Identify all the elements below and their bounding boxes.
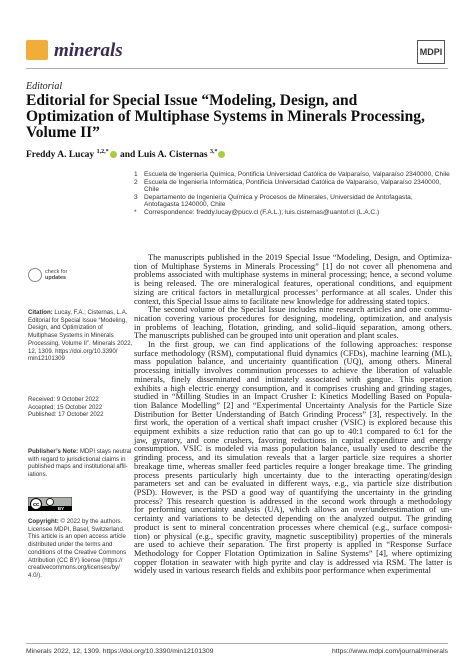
affiliation-number: 2	[134, 178, 138, 186]
copyright-line: Copyright: © 2022 by the authors.	[28, 518, 123, 525]
body-line: tion) or physical (e.g., specific gravity, magnetic susceptibility) properties of the minerals	[134, 531, 452, 541]
body-line: is being released. The ore mineralogical features, operational conditions, and equipment	[134, 279, 452, 289]
body-line: processing initially involves comminution processes to achieve the liberation of valuable	[134, 366, 452, 376]
citation-line: Multiphase Systems in Minerals	[28, 332, 114, 340]
body-line: surface methodology (RSM), computational fluid dynamics (CFDs), machine learning (ML),	[134, 348, 452, 358]
body-line: tion of Multiphase Systems in Minerals Processing” [1] do not cover all phenomena and	[134, 261, 452, 271]
author-list	[26, 149, 226, 160]
author-name: Luis A. Cisternas	[137, 150, 208, 161]
affiliation-row	[134, 171, 452, 179]
body-line: The second volume of the Special Issue includes nine research articles and one commu-	[148, 305, 452, 315]
body-line: nication covering various procedures for designing, modeling, optimization, and analysis	[134, 313, 452, 323]
body-paragraph	[134, 254, 452, 306]
mdpi-logo: MDPI	[417, 40, 445, 64]
affiliation-text: Escuela de Ingeniería Informática, Pontificia Universidad Católica de Valparaíso, Valparaíso 2340000, Chile	[144, 178, 442, 194]
body-line: Distribution for Better Understanding of Batch Grinding Process” [3], respectively. In the	[134, 409, 452, 419]
author-superscript: 3,*	[209, 149, 218, 155]
citation-line: Processing, Volume II”. Minerals 2022,	[28, 339, 133, 347]
affiliation-row	[134, 209, 452, 217]
copyright-line: conditions of the Creative Commons	[28, 548, 127, 556]
copyright-line: 4.0/).	[28, 571, 42, 579]
footer-divider	[26, 643, 448, 644]
body-line: (PSD). However, is the PSD a good way of quantifying the uncertainty in the grinding	[134, 487, 452, 497]
body-line: jaw, gyratory, and cone crushers, favoring reductions in capital expenditure and energy	[134, 435, 452, 445]
check-updates-label	[45, 269, 67, 281]
article-title: Editorial for Special Issue “Modeling, Design, and Optimization of Multiphase Systems in Minerals Processing, Volume II”	[26, 92, 425, 141]
body-line: context, this Special Issue aims to facilitate new knowledge for addressing stated topics.	[134, 296, 430, 306]
orcid-icon[interactable]	[110, 151, 117, 158]
body-line: In the first group, we can find applications of the following approaches: response	[148, 340, 452, 350]
copyright-block	[28, 518, 127, 580]
body-line: minerals, finely disseminated and intimately associated with gangue. This operation	[134, 374, 452, 384]
affiliation-text: Antofagasta 1240000, Chile	[144, 201, 226, 209]
body-line: exhibits a high electric energy consumption, and it comprises crushing and grinding stages,	[134, 383, 452, 393]
cc-label: cc	[32, 502, 40, 508]
author-connector: and	[119, 150, 136, 161]
footer-journal-url[interactable]: https://www.mdpi.com/journal/minerals	[332, 648, 448, 655]
citation-line: min12101309	[28, 355, 65, 363]
affiliation-number: 3	[134, 193, 138, 201]
body-line: parameters set and can be evaluated in different ways, e.g., via particle size distribution	[134, 479, 452, 489]
copyright-line: creativecommons.org/licenses/by/	[28, 564, 120, 572]
affiliation-text: Departamento de Ingeniería Química y Procesos de Minerales, Universidad de Antofagasta,	[144, 193, 413, 201]
citation-line: Citation: Lucay, F.A.; Cisternas, L.A.	[28, 309, 128, 316]
dates-block	[28, 396, 122, 419]
body-line: are used to achieve their separation. The first property is applied in “Response Surface	[134, 540, 452, 550]
body-line: product is sent to mineral concentration processes where chemical (e.g., surface composi-	[134, 522, 452, 532]
body-line: consumption. VSIC is modeled via mass population balance, usually used to describe the	[134, 444, 452, 454]
body-line: equipment exhibits a size reduction ratio that can go up to 40:1 compared to 6:1 for the	[134, 427, 452, 437]
publisher-note-line: published maps and institutional affil-	[28, 463, 128, 471]
body-line: in problems of leaching, flotation, grinding, and solid–liquid separation, among others.	[134, 322, 452, 332]
header-divider	[26, 68, 448, 69]
body-paragraph	[134, 306, 452, 341]
affiliation-row	[134, 201, 452, 209]
body-line: tion Balance Modelling” [2] and “Experimental Uncertainty Analysis for the Particle Size	[134, 400, 452, 410]
body-line: The manuscripts published in the 2019 Special Issue “Modeling, Design, and Optimiza-	[148, 253, 452, 262]
check-updates-line: check for	[45, 269, 68, 275]
copyright-line: distributed under the terms and	[28, 541, 113, 549]
affiliations	[134, 171, 452, 217]
by-label: BY	[57, 506, 65, 511]
date-line: Accepted: 15 October 2022	[28, 403, 103, 411]
publisher-note-line: iations.	[28, 471, 48, 479]
body-paragraph	[134, 341, 452, 576]
body-line: grinding process, and its simulation reveals that a larger particle size requires a shorter	[134, 453, 452, 463]
citation-line: Editorial for Special Issue “Modeling,	[28, 316, 127, 324]
publisher-note-line: with regard to jurisdictional claims in	[28, 455, 126, 463]
body-line: breakage time, whereas smaller feed particles require a longer breakage time. The grinding	[134, 461, 452, 471]
body-line: for performing uncertainty analysis (UA), which allows an over/underestimation of un-	[134, 505, 452, 515]
body-line: widely used in various research fields and exhibits poor performance when experimental	[134, 566, 431, 576]
author-superscript: 1,2,*	[96, 149, 109, 155]
body-line: process presents particularly high uncertainty due to the interacting operating/design	[134, 470, 452, 480]
body-line: Methodology for Copper Flotation Optimization in Saline Systems” [4], where optimizing	[134, 548, 452, 558]
check-updates-line: updates	[45, 275, 67, 281]
copyright-line: Attribution (CC BY) license (https://	[28, 556, 123, 564]
journal-name: minerals	[54, 40, 123, 61]
affiliation-row	[134, 194, 452, 202]
body-line: copper flotation in seawater with high pyrite and clay is addressed via RSM. The latter is	[134, 557, 452, 567]
publisher-note-line: Publisher’s Note: MDPI stays neutral	[28, 448, 132, 455]
journal-logo-icon	[26, 40, 48, 60]
author-name: Freddy A. Lucay	[26, 150, 95, 161]
body-line: mass population balance, and uncertainty quantification (UQ), among others. Mineral	[134, 357, 452, 367]
date-line: Received: 9 October 2022	[28, 396, 99, 403]
article-body	[134, 254, 452, 576]
cc-by-license-icon[interactable]	[28, 497, 72, 511]
citation-line: Design, and Optimization of	[28, 324, 103, 332]
check-for-updates-badge[interactable]	[28, 266, 70, 286]
affiliation-text: Escuela de Ingeniería Química, Pontificia Universidad Católica de Valparaíso, Valparaíso 2340000, Chile	[144, 171, 450, 178]
body-line: certainty and variations to be detected depending on the analyzed output. The grinding	[134, 514, 452, 524]
body-line: The manuscripts published can be grouped into unit operation and plant scales.	[134, 331, 399, 341]
body-line: process? This research question is addressed in the second work through a methodology	[134, 496, 452, 506]
affiliation-number: *	[134, 208, 137, 216]
body-line: sizing are critical factors in metallurgical processes’ performance at all scales. Under this	[134, 287, 452, 297]
citation-block	[28, 309, 133, 363]
affiliation-number: 1	[134, 171, 138, 178]
publisher-note	[28, 448, 132, 479]
copyright-line: Licensee MDPI, Basel, Switzerland.	[28, 525, 125, 533]
affiliation-row	[134, 179, 452, 194]
footer-citation: Minerals 2022, 12, 1309. https://doi.org/10.3390/min12101309	[26, 648, 214, 655]
date-line: Published: 17 October 2022	[28, 411, 104, 419]
check-updates-icon	[28, 268, 42, 282]
body-line: studied in “Milling Studies in an Impact Crusher I: Kinetics Modelling Based on Popula-	[134, 392, 452, 402]
citation-line: 12, 1309. https://doi.org/10.3390/	[28, 347, 118, 355]
copyright-line: This article is an open access article	[28, 533, 126, 541]
body-line: first work, the operation of a vertical shaft impact crusher (VSIC) is explored because this	[134, 418, 452, 428]
affiliation-number	[134, 201, 144, 209]
article-type: Editorial	[26, 81, 63, 92]
orcid-icon[interactable]	[218, 151, 225, 158]
body-line: problems associated with multiphase systems in mineral processing; hence, a second volume	[134, 270, 452, 280]
affiliation-text: Correspondence: freddy.lucay@pucv.cl (F.A.L.); luis.cisternas@uantof.cl (L.A.C.)	[144, 208, 380, 216]
